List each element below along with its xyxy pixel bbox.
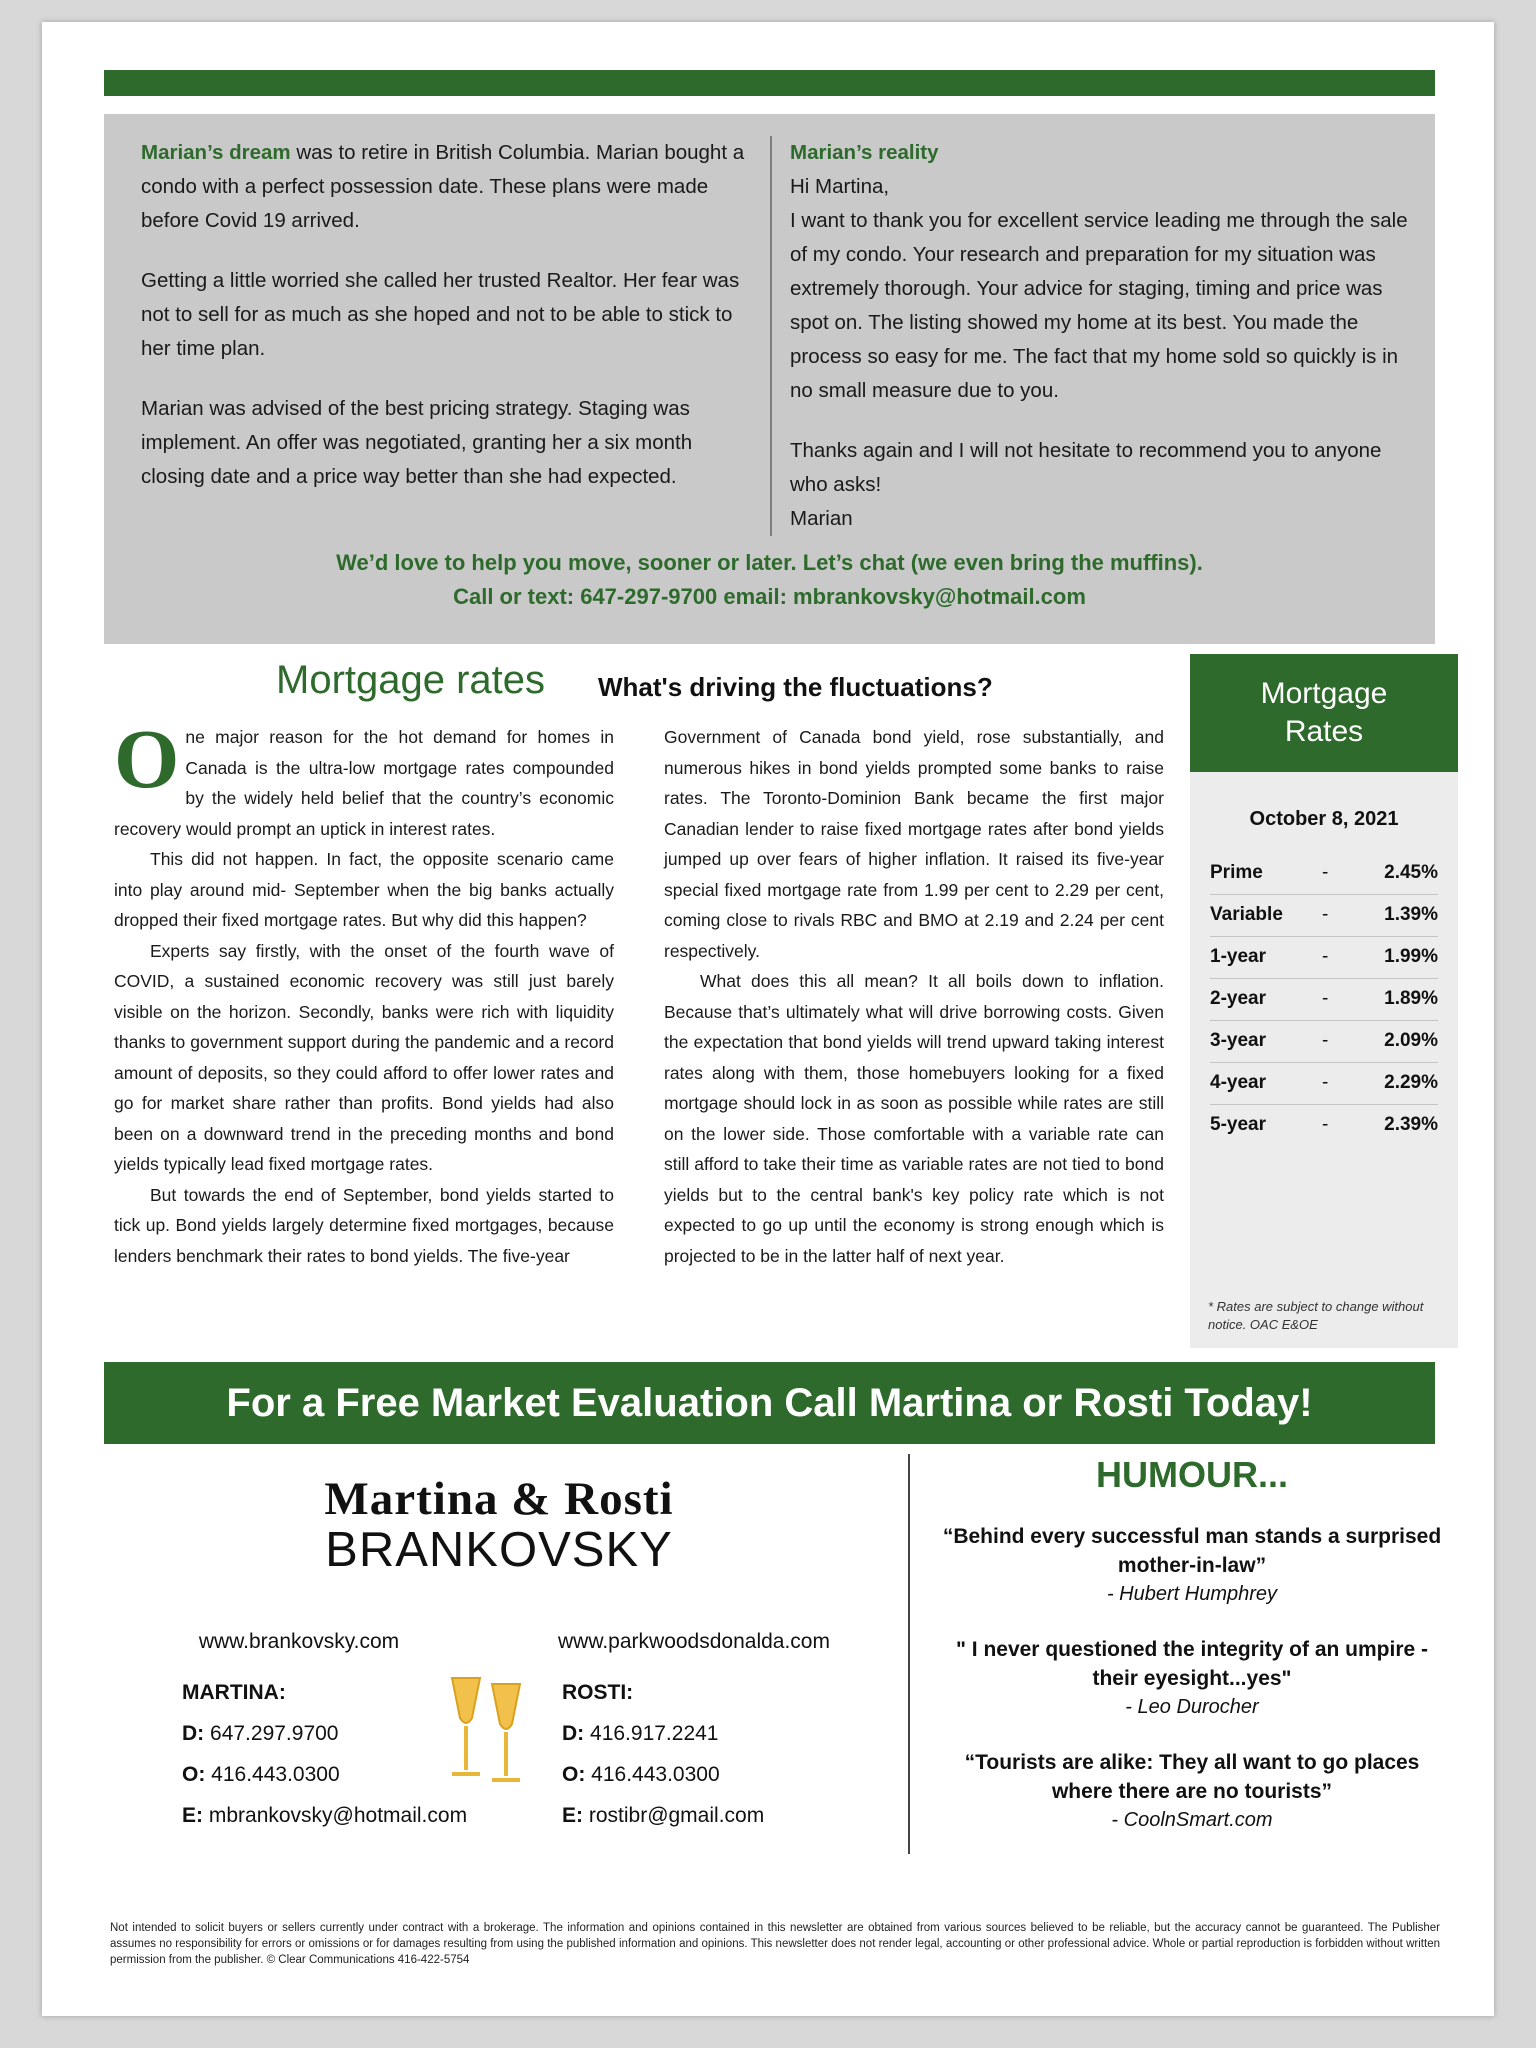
testimonial-left-p2: Getting a little worried she called her trusted Realtor. Her fear was not to sell for as much as she hoped and not to be able to stick to her time plan. bbox=[141, 269, 740, 360]
mortgage-rates-header bbox=[1190, 654, 1458, 772]
website-row bbox=[104, 1630, 894, 1654]
article-column-2 bbox=[664, 722, 1164, 1271]
article-col1-p1: ne major reason for the hot demand for homes in Canada is the ultra-low mortgage rates compounded by the widely held belief that the country’s economic recovery would prompt an uptick in interest rates. bbox=[114, 727, 614, 839]
article-col1-p3: Experts say firstly, with the onset of the fourth wave of COVID, a sustained economic recovery was still just barely visible on the horizon. Secondly, banks were rich with liquidity thanks to government support during the pandemic and a record amount of deposits, so they could afford to offer lower rates and go for market share rather than profits. Bond yields had also been on a downward trend in the preceding months and bond yields typically lead fixed mortgage rates. bbox=[114, 940, 614, 1174]
rate-row bbox=[1210, 1021, 1438, 1063]
agent-surname: BRANKOVSKY bbox=[325, 1523, 673, 1577]
rates-header-line-2: Rates bbox=[1284, 715, 1364, 748]
cta-line-1: We’d love to help you move, sooner or later. Let’s chat (we even bring the muffins). bbox=[336, 550, 1203, 575]
rate-value: 2.09% bbox=[1384, 1030, 1438, 1051]
article-col1-p2: This did not happen. In fact, the opposite scenario came into play around mid- September when the big banks actually dropped their fixed mortgage rates. But why did this happen? bbox=[114, 849, 614, 930]
rate-name: 3-year bbox=[1210, 1030, 1266, 1051]
rosti-direct-value[interactable]: 416.917.2241 bbox=[590, 1722, 719, 1745]
mortgage-rates-box bbox=[1190, 654, 1458, 1348]
martina-email-value[interactable]: mbrankovsky@hotmail.com bbox=[208, 1804, 468, 1827]
martina-direct-label: D: bbox=[182, 1722, 205, 1745]
joke-text: “Tourists are alike: They all want to go places where there are no tourists” bbox=[964, 1751, 1420, 1803]
rosti-office-value[interactable]: 416.443.0300 bbox=[591, 1763, 720, 1786]
rate-row bbox=[1210, 1063, 1438, 1105]
free-evaluation-banner: For a Free Market Evaluation Call Martina or Rosti Today! bbox=[104, 1362, 1435, 1444]
testimonial-right-thanks: Thanks again and I will not hesitate to recommend you to anyone who asks! bbox=[790, 439, 1382, 496]
rate-dash: - bbox=[1322, 1072, 1329, 1093]
rates-date: October 8, 2021 bbox=[1249, 808, 1399, 830]
rates-list bbox=[1190, 853, 1458, 1146]
martina-contact bbox=[182, 1672, 562, 1836]
section-divider bbox=[908, 1454, 910, 1854]
rates-header-line-1: Mortgage bbox=[1260, 677, 1388, 710]
testimonial-right-body: I want to thank you for excellent service leading me through the sale of my condo. Your research and preparation for my situation was extremely thorough. Your advice for staging, timing and price was spot on. The listing showed my home at its best. You made the process so easy for me. The fact that my home sold so quickly is in no small measure due to you. bbox=[790, 209, 1408, 402]
testimonial-greeting: Hi Martina, bbox=[790, 175, 890, 198]
rate-value: 2.39% bbox=[1384, 1114, 1438, 1135]
marians-dream-text: was to retire in British Columbia. Marian bought a condo with a perfect possession date. These plans were made before Covid 19 arrived. bbox=[141, 141, 745, 232]
testimonial-left-column bbox=[141, 136, 751, 494]
joke-item bbox=[942, 1635, 1442, 1722]
rate-value: 1.39% bbox=[1384, 904, 1438, 925]
rate-value: 1.99% bbox=[1384, 946, 1438, 967]
testimonial-left-p3: Marian was advised of the best pricing strategy. Staging was implement. An offer was negotiated, granting her a six month closing date and a price way better than she had expected. bbox=[141, 397, 693, 488]
testimonial-right-column bbox=[790, 136, 1410, 536]
agent-names bbox=[104, 1472, 894, 1578]
article-col2-p1: Government of Canada bond yield, rose substantially, and numerous hikes in bond yields prompted some banks to raise rates. The Toronto-Dominion Bank became the first major Canadian lender to raise fixed mortgage rates after bond yields jumped up over fears of higher inflation. It raised its five-year special fixed mortgage rate from 1.99 per cent to 2.29 per cent, coming close to rivals RBC and BMO at 2.19 and 2.24 per cent respectively. bbox=[664, 727, 1164, 961]
martina-label: MARTINA: bbox=[182, 1681, 286, 1704]
website-brankovsky[interactable]: www.brankovsky.com bbox=[198, 1630, 400, 1653]
rosti-office-label: O: bbox=[562, 1763, 586, 1786]
joke-item bbox=[942, 1522, 1442, 1609]
article-column-1 bbox=[114, 713, 614, 1271]
testimonial-block bbox=[104, 114, 1435, 644]
rate-dash: - bbox=[1322, 904, 1329, 925]
rate-row bbox=[1210, 937, 1438, 979]
rosti-label: ROSTI: bbox=[562, 1681, 634, 1704]
rate-name: Variable bbox=[1210, 904, 1283, 925]
rates-disclaimer: * Rates are subject to change without notice. OAC E&OE bbox=[1208, 1299, 1424, 1332]
rate-row bbox=[1210, 853, 1438, 895]
rosti-direct-label: D: bbox=[562, 1722, 585, 1745]
humour-title: HUMOUR... bbox=[1096, 1454, 1288, 1495]
rate-name: 4-year bbox=[1210, 1072, 1266, 1093]
joke-attribution: - CoolnSmart.com bbox=[1111, 1809, 1273, 1831]
martina-office-value[interactable]: 416.443.0300 bbox=[211, 1763, 340, 1786]
contact-details bbox=[182, 1672, 902, 1836]
rate-dash: - bbox=[1322, 946, 1329, 967]
rate-dash: - bbox=[1322, 862, 1329, 883]
agent-first-names: Martina & Rosti bbox=[324, 1473, 674, 1525]
marians-reality-heading: Marian’s reality bbox=[790, 141, 939, 164]
rate-value: 1.89% bbox=[1384, 988, 1438, 1009]
article-subtitle: What's driving the fluctuations? bbox=[598, 672, 993, 702]
disclaimer-text: Not intended to solicit buyers or sellers currently under contract with a brokerage. The information and opinions contained in this newsletter are obtained from various sources believed to be reliable, but the accuracy cannot be guaranteed. The Publisher assumes no responsibility for errors or omissions or for damages resulting from using the published information and opinions. This newsletter does not render legal, accounting or other professional advice. Whole or partial reproduction is forbidden without written permission from the publisher. © Clear Communications 416-422-5754 bbox=[110, 1922, 1440, 1966]
joke-text: “Behind every successful man stands a surprised mother-in-law” bbox=[942, 1525, 1442, 1577]
rate-name: 5-year bbox=[1210, 1114, 1266, 1135]
marians-dream-heading: Marian’s dream bbox=[141, 141, 291, 164]
rate-name: 1-year bbox=[1210, 946, 1266, 967]
martina-email-label: E: bbox=[182, 1804, 203, 1827]
cta-line-2[interactable]: Call or text: 647-297-9700 email: mbrankovsky@hotmail.com bbox=[453, 584, 1086, 609]
rate-name: Prime bbox=[1210, 862, 1263, 883]
joke-attribution: - Hubert Humphrey bbox=[1106, 1583, 1278, 1605]
martina-office-label: O: bbox=[182, 1763, 206, 1786]
joke-item bbox=[942, 1748, 1442, 1835]
rate-row bbox=[1210, 895, 1438, 937]
rate-dash: - bbox=[1322, 1030, 1329, 1051]
rate-dash: - bbox=[1322, 988, 1329, 1009]
joke-attribution: - Leo Durocher bbox=[1125, 1696, 1259, 1718]
article-col2-p2: What does this all mean? It all boils down to inflation. Because that’s ultimately what will drive borrowing costs. Given the expectation that bond yields will trend upward taking interest rates along with them, those homebuyers looking for a fixed mortgage should lock in as soon as possible while rates are still on the lower side. Those comfortable with a variable rate can still afford to take their time as variable rates are not tied to bond yields but to the central bank's key policy rate which is not expected to go up until the economy is strong enough which is projected to be in the latter half of next year. bbox=[664, 971, 1164, 1266]
newsletter-page bbox=[42, 22, 1494, 2016]
call-to-action bbox=[104, 546, 1435, 614]
column-divider bbox=[770, 136, 772, 536]
rate-value: 2.29% bbox=[1384, 1072, 1438, 1093]
drop-cap: O bbox=[114, 713, 180, 806]
article-col1-p4: But towards the end of September, bond yields started to tick up. Bond yields largely determine fixed mortgages, because lenders benchmark their rates to bond yields. The five-year bbox=[114, 1184, 614, 1266]
rosti-email-label: E: bbox=[562, 1804, 583, 1827]
rate-value: 2.45% bbox=[1384, 862, 1438, 883]
rate-dash: - bbox=[1322, 1114, 1329, 1135]
testimonial-signature: Marian bbox=[790, 507, 853, 530]
rosti-contact bbox=[562, 1672, 902, 1836]
top-green-bar bbox=[104, 70, 1435, 96]
rate-row bbox=[1210, 979, 1438, 1021]
rate-name: 2-year bbox=[1210, 988, 1266, 1009]
website-parkwoodsdonalda[interactable]: www.parkwoodsdonalda.com bbox=[558, 1630, 830, 1653]
joke-text: " I never questioned the integrity of an umpire - their eyesight...yes" bbox=[955, 1638, 1429, 1690]
article-body bbox=[114, 713, 1164, 1322]
humour-section bbox=[942, 1454, 1442, 1835]
rate-row bbox=[1210, 1105, 1438, 1146]
article-title: Mortgage rates bbox=[276, 658, 546, 702]
martina-direct-value[interactable]: 647.297.9700 bbox=[210, 1722, 339, 1745]
rosti-email-value[interactable]: rostibr@gmail.com bbox=[588, 1804, 765, 1827]
